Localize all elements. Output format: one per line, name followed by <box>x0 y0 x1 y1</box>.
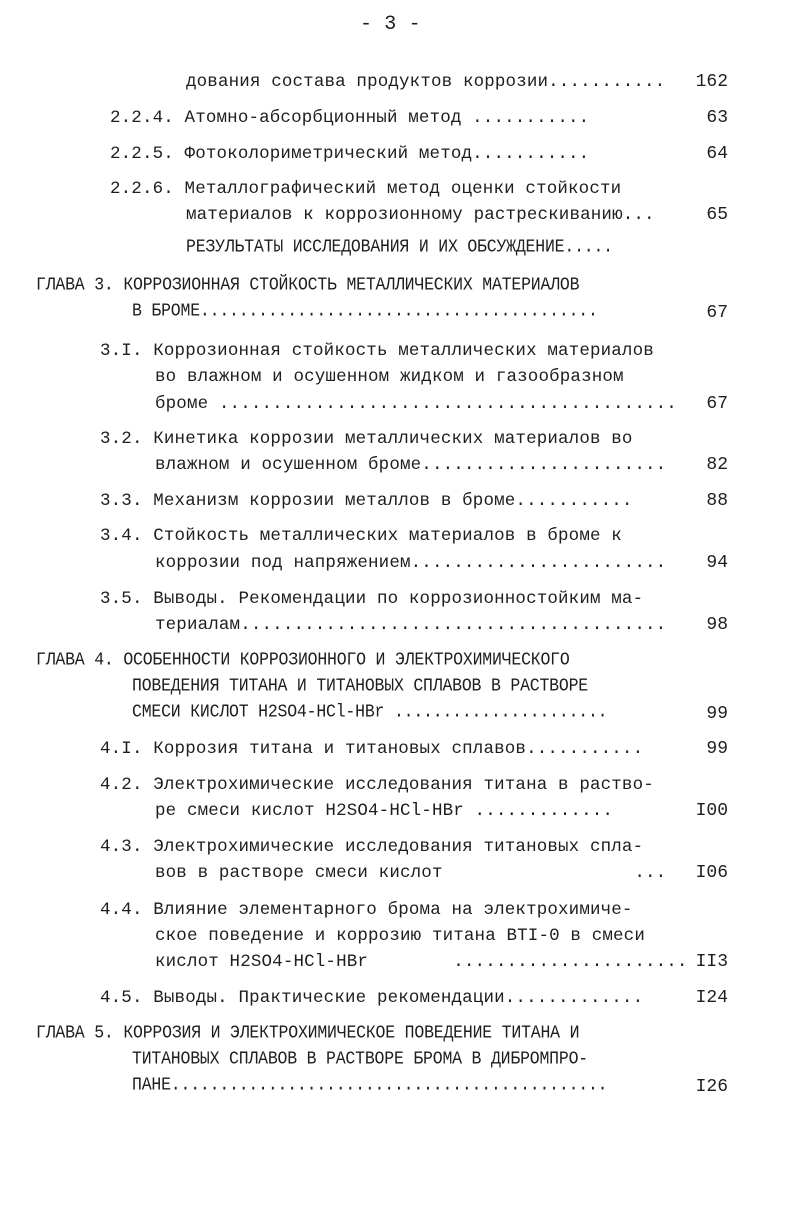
toc-line: ре смеси кислот H2SO4-HCl-HBr ............. <box>155 801 614 821</box>
toc-line: ПАНЕ............................................. <box>132 1073 608 1095</box>
toc-line: 3.3. Механизм коррозии металлов в броме........... <box>100 491 633 511</box>
toc-line: 4.5. Выводы. Практические рекомендации............. <box>100 988 644 1008</box>
toc-page-number: 94 <box>706 553 728 573</box>
toc-line: 2.2.5. Фотоколориметрический метод........... <box>110 144 590 164</box>
page-header: - 3 - <box>360 13 421 36</box>
toc-line: 3.5. Выводы. Рекомендации по коррозионностойким ма- <box>100 589 644 609</box>
toc-line: дования состава продуктов коррозии........... <box>186 72 666 92</box>
toc-line: В БРОМЕ......................................... <box>132 299 598 321</box>
toc-line: 2.2.6. Металлографический метод оценки стойкости <box>110 179 622 199</box>
toc-page-number: I00 <box>695 801 728 821</box>
toc-line: 4.2. Электрохимические исследования титана в раство- <box>100 775 654 795</box>
toc-line: ПОВЕДЕНИЯ ТИТАНА И ТИТАНОВЫХ СПЛАВОВ В РАСТВОРЕ <box>132 674 588 696</box>
toc-line: 4.3. Электрохимические исследования титановых спла- <box>100 837 644 857</box>
toc-line: влажном и осушенном броме....................... <box>155 455 667 475</box>
toc-section-heading: РЕЗУЛЬТАТЫ ИССЛЕДОВАНИЯ И ИХ ОБСУЖДЕНИЕ..... <box>186 235 613 257</box>
toc-line: броме ........................................... <box>155 394 677 414</box>
toc-line: кислот H2SO4-HCl-HBr ...................... <box>155 952 688 972</box>
toc-page-number: 88 <box>706 491 728 511</box>
toc-line: 3.4. Стойкость металлических материалов в броме к <box>100 526 622 546</box>
toc-page-number: 82 <box>706 455 728 475</box>
toc-page-number: 99 <box>706 704 728 724</box>
toc-line: 3.2. Кинетика коррозии металлических материалов во <box>100 429 633 449</box>
toc-chapter-title: ГЛАВА 5. КОРРОЗИЯ И ЭЛЕКТРОХИМИЧЕСКОЕ ПОВЕДЕНИЕ ТИТАНА И <box>36 1021 580 1043</box>
toc-page-number: 98 <box>706 615 728 635</box>
toc-line: 2.2.4. Атомно-абсорбционный метод ........... <box>110 108 590 128</box>
toc-chapter-title: ГЛАВА 4. ОСОБЕННОСТИ КОРРОЗИОННОГО И ЭЛЕКТРОХИМИЧЕСКОГО <box>36 648 570 670</box>
toc-page-number: 162 <box>695 72 728 92</box>
toc-line: 4.I. Коррозия титана и титановых сплавов........... <box>100 739 644 759</box>
toc-page-number: I26 <box>695 1077 728 1097</box>
toc-page-number: 64 <box>706 144 728 164</box>
toc-line: вов в растворе смеси кислот ... <box>155 863 667 883</box>
toc-line: 3.I. Коррозионная стойкость металлических материалов <box>100 341 654 361</box>
toc-line: 4.4. Влияние элементарного брома на электрохимиче- <box>100 900 633 920</box>
toc-page-number: 67 <box>706 394 728 414</box>
toc-chapter-title: ГЛАВА 3. КОРРОЗИОННАЯ СТОЙКОСТЬ МЕТАЛЛИЧЕСКИХ МАТЕРИАЛОВ <box>36 273 580 295</box>
toc-line: коррозии под напряжением........................ <box>155 553 667 573</box>
toc-page-number: I06 <box>695 863 728 883</box>
toc-page-number: 99 <box>706 739 728 759</box>
toc-page-number: 65 <box>706 205 728 225</box>
toc-line: териалам........................................ <box>155 615 667 635</box>
toc-line: ское поведение и коррозию титана ВТI-0 в смеси <box>155 926 645 946</box>
toc-line: во влажном и осушенном жидком и газообразном <box>155 367 624 387</box>
toc-line: материалов к коррозионному растрескиванию... <box>186 205 655 225</box>
toc-page-number: I24 <box>695 988 728 1008</box>
toc-page-number: 63 <box>706 108 728 128</box>
toc-line: СМЕСИ КИСЛОТ H2SO4-HCl-HBr ...................... <box>132 700 608 722</box>
toc-page-number: 67 <box>706 303 728 323</box>
toc-page-number: II3 <box>695 952 728 972</box>
toc-line: ТИТАНОВЫХ СПЛАВОВ В РАСТВОРЕ БРОМА В ДИБРОМПРО- <box>132 1047 588 1069</box>
